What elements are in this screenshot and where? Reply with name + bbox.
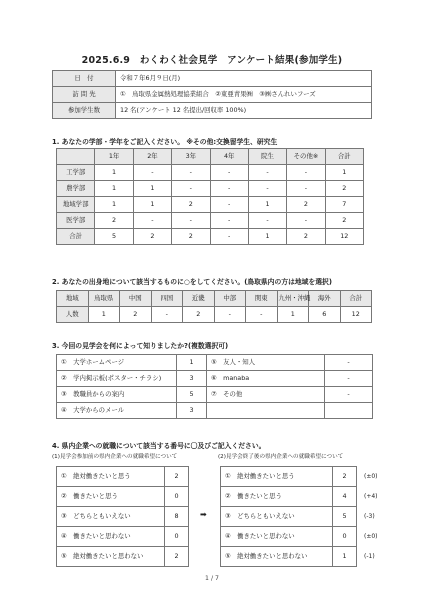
table-row [57, 371, 373, 387]
q2-cell: 2 [183, 307, 215, 323]
q2-header: 近畿 [183, 291, 215, 307]
q3-option: ⑥ manaba [207, 371, 325, 387]
q4-question: 4. 県内企業への就職について該当する番号に〇及びご記入ください。 [52, 442, 266, 450]
q2-cell: - [246, 307, 278, 323]
q4-after-option: ④ 働きたいと思わない [221, 527, 333, 547]
visit-value: ① 鳥取県金属熱処理協業組合 ②東亜青果㈱ ③㈱さんれいフーズ [116, 87, 372, 103]
q1-cell: 1 [133, 181, 171, 197]
table-row [221, 467, 357, 487]
q4-diff: (-3) [364, 513, 375, 520]
table-row [57, 181, 364, 197]
q3-option [207, 403, 325, 419]
q4-after-option: ② 働きたいと思う [221, 487, 333, 507]
q2-header: 中部 [214, 291, 246, 307]
table-row [57, 403, 373, 419]
q2-header: 合計 [340, 291, 372, 307]
q1-header: 院生 [248, 149, 286, 165]
q1-cell: 12 [325, 229, 363, 245]
q3-question: 3. 今回の見学会を何によって知りましたか?(複数選択可) [52, 342, 229, 350]
q3-count: - [325, 355, 373, 371]
q1-cell: - [210, 229, 248, 245]
q4-before-count: 8 [165, 507, 189, 527]
q2-cell: - [151, 307, 183, 323]
q4-after-option: ③ どちらともいえない [221, 507, 333, 527]
q1-cell: - [210, 181, 248, 197]
q4-before-count: 2 [165, 547, 189, 567]
q4-after-count: 2 [333, 467, 357, 487]
q4-after-caption: (2)見学会終了後の県内企業への就職希望について [218, 454, 344, 460]
q3-count: 3 [177, 403, 207, 419]
q4-before-option: ① 絶対働きたいと思う [57, 467, 165, 487]
q1-table [56, 148, 364, 245]
count-value: 12 名(アンケート 12 名提出/回収率 100%) [116, 103, 372, 119]
q1-cell: 2 [325, 213, 363, 229]
page-title: 2025.6.9 わくわく社会見学 アンケート結果(参加学生) [81, 55, 343, 66]
q1-cell: 2 [325, 181, 363, 197]
q1-row-label: 農学部 [57, 181, 95, 197]
table-row [57, 197, 364, 213]
q1-header: 合計 [325, 149, 363, 165]
table-row [221, 527, 357, 547]
table-row [57, 307, 372, 323]
q2-cell: 1 [277, 307, 309, 323]
q1-cell: 2 [287, 229, 325, 245]
q1-cell: - [248, 165, 286, 181]
q2-header: 関東 [246, 291, 278, 307]
q1-cell: - [248, 213, 286, 229]
q1-cell: 1 [248, 197, 286, 213]
table-row [221, 547, 357, 567]
q4-diff: (-1) [364, 553, 375, 560]
q1-row-label: 合計 [57, 229, 95, 245]
q3-table [56, 354, 373, 419]
q1-cell: 2 [287, 197, 325, 213]
q3-count: - [325, 387, 373, 403]
q4-before-caption: (1)見学会参加前の県内企業への就職希望について [52, 454, 178, 460]
table-row [57, 547, 189, 567]
table-row [57, 213, 364, 229]
q1-cell: - [133, 165, 171, 181]
q1-row-label: 医学部 [57, 213, 95, 229]
q4-before-option: ④ 働きたいと思わない [57, 527, 165, 547]
q4-after-table [220, 466, 357, 567]
count-label: 参加学生数 [53, 103, 116, 119]
q1-cell: - [287, 165, 325, 181]
q3-count: - [325, 371, 373, 387]
page-number: 1 / 7 [205, 575, 219, 582]
table-row [221, 507, 357, 527]
q4-diff: (+4) [364, 493, 378, 500]
q4-after-option: ① 絶対働きたいと思う [221, 467, 333, 487]
q2-cell: 12 [340, 307, 372, 323]
q1-cell: - [133, 213, 171, 229]
q4-before-count: 0 [165, 487, 189, 507]
table-row [57, 355, 373, 371]
q1-row-label: 地域学部 [57, 197, 95, 213]
q3-count: 3 [177, 371, 207, 387]
q1-header: 3年 [172, 149, 210, 165]
info-table [52, 70, 372, 119]
table-row [57, 467, 189, 487]
q1-cell: 5 [95, 229, 133, 245]
q1-cell: 1 [95, 181, 133, 197]
q1-cell: - [172, 165, 210, 181]
table-row [57, 507, 189, 527]
q2-header: 中国 [120, 291, 152, 307]
q2-cell: 1 [88, 307, 120, 323]
q1-cell: 2 [172, 229, 210, 245]
q1-cell: 2 [95, 213, 133, 229]
q1-cell: - [210, 165, 248, 181]
q4-before-option: ⑤ 絶対働きたいと思わない [57, 547, 165, 567]
q4-after-count: 0 [333, 527, 357, 547]
q1-header [57, 149, 95, 165]
q1-cell: 1 [325, 165, 363, 181]
q3-option: ① 大学ホームページ [57, 355, 177, 371]
q1-header: 2年 [133, 149, 171, 165]
q1-cell: 1 [95, 165, 133, 181]
q4-before-count: 0 [165, 527, 189, 547]
q2-header: 海外 [309, 291, 341, 307]
q2-cell: - [214, 307, 246, 323]
q2-question: 2. あなたの出身地について該当するものに○をしてください。(鳥取県内の方は地域を選択) [52, 278, 332, 286]
q1-cell: 2 [133, 229, 171, 245]
q1-cell: - [172, 181, 210, 197]
q1-cell: 1 [95, 197, 133, 213]
table-row [57, 387, 373, 403]
table-row [57, 527, 189, 547]
q1-row-label: 工学部 [57, 165, 95, 181]
q1-cell: 2 [172, 197, 210, 213]
table-row [221, 487, 357, 507]
q2-header: 鳥取県 [88, 291, 120, 307]
q1-header: その他※ [287, 149, 325, 165]
q1-cell: - [287, 181, 325, 197]
q3-option: ⑦ その他 [207, 387, 325, 403]
q1-cell: 1 [133, 197, 171, 213]
q4-after-count: 5 [333, 507, 357, 527]
q3-option: ④ 大学からのメール [57, 403, 177, 419]
q3-count: 5 [177, 387, 207, 403]
q4-after-option: ⑤ 絶対働きたいと思わない [221, 547, 333, 567]
q3-count [325, 403, 373, 419]
table-row [57, 165, 364, 181]
q1-cell: - [210, 213, 248, 229]
q1-question: 1. あなたの学部・学年をご記入ください。 ※その他:交換留学生、研究生 [52, 138, 278, 146]
q4-before-table [56, 466, 189, 567]
q1-cell: 7 [325, 197, 363, 213]
q2-cell: 2 [120, 307, 152, 323]
q3-count: 1 [177, 355, 207, 371]
q4-before-option: ③ どちらともいえない [57, 507, 165, 527]
q1-header: 1年 [95, 149, 133, 165]
q1-header: 4年 [210, 149, 248, 165]
q4-after-count: 4 [333, 487, 357, 507]
q3-option: ② 学内掲示板(ポスター・チラシ) [57, 371, 177, 387]
q2-header: 九州・沖縄 [277, 291, 309, 307]
q4-diff: (±0) [364, 473, 378, 480]
q4-diff: (±0) [364, 533, 378, 540]
q2-header: 四国 [151, 291, 183, 307]
q1-cell: - [210, 197, 248, 213]
table-row [57, 229, 364, 245]
visit-label: 訪 問 先 [53, 87, 116, 103]
q4-before-count: 2 [165, 467, 189, 487]
q2-table [56, 290, 372, 323]
q1-cell: - [172, 213, 210, 229]
q3-option: ⑤ 友人・知人 [207, 355, 325, 371]
q2-row-label: 人数 [57, 307, 89, 323]
date-value: 令和７年6月９日(月) [116, 71, 372, 87]
q2-cell: 6 [309, 307, 341, 323]
q1-cell: - [248, 181, 286, 197]
q1-cell: - [287, 213, 325, 229]
table-row [57, 487, 189, 507]
arrow-right-icon: ➡ [200, 510, 207, 519]
q3-option: ③ 教職員からの案内 [57, 387, 177, 403]
q2-header: 地域 [57, 291, 89, 307]
q1-cell: 1 [248, 229, 286, 245]
q4-after-count: 1 [333, 547, 357, 567]
q4-before-option: ② 働きたいと思う [57, 487, 165, 507]
date-label: 日 付 [53, 71, 116, 87]
